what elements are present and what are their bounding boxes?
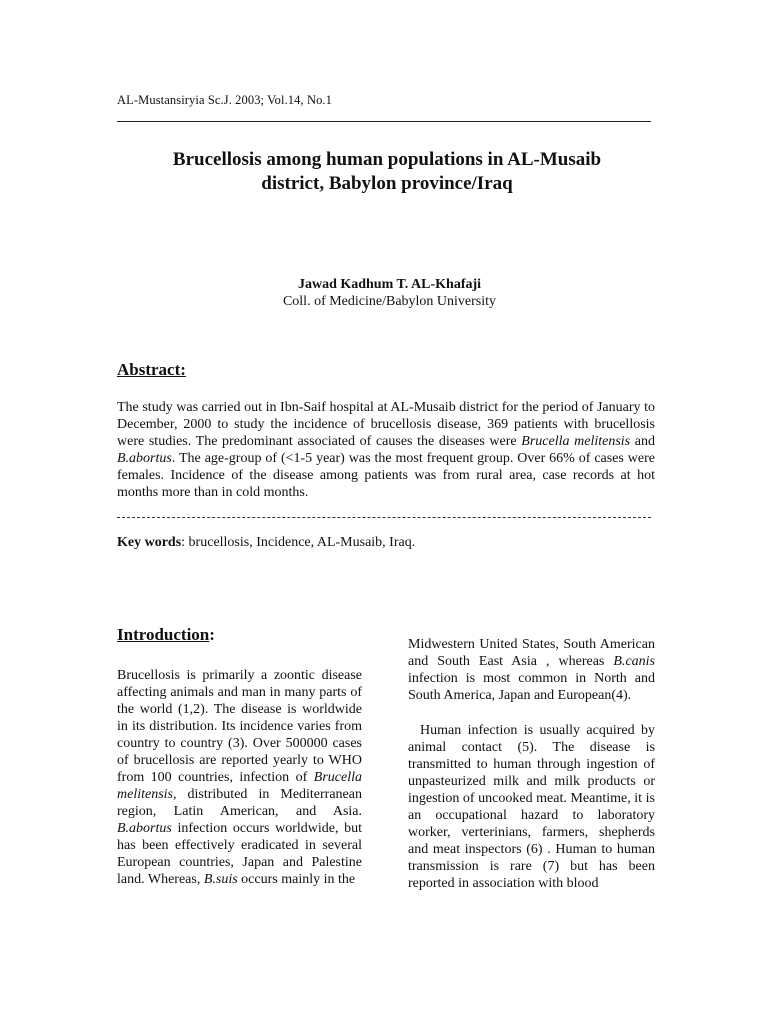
abstract-heading: Abstract: <box>117 360 186 379</box>
intro-text-part: occurs mainly in the <box>237 872 356 887</box>
dashed-separator <box>117 517 651 518</box>
intro-text-part: infection occurs worldwide, but has been effectively eradicated in several European countries, Japan and Palestine land. Whereas, <box>117 821 362 887</box>
keywords-text: : brucellosis, Incidence, AL-Musaib, Iraq. <box>181 535 416 550</box>
intro-species-name: B.canis <box>613 654 655 669</box>
journal-citation: AL-Mustansiryia Sc.J. 2003; Vol.14, No.1 <box>117 93 332 107</box>
introduction-heading-text: Introduction <box>117 625 210 644</box>
intro-species-name: B.abortus <box>117 821 172 836</box>
introduction-paragraph <box>117 667 362 888</box>
keywords-label: Key words <box>117 535 182 550</box>
introduction-left-column <box>117 667 362 888</box>
abstract-text-part: . The age-group of (<1-5 year) was the most frequent group. Over 66% of cases were females. Incidence of the disease among patients was from rural area, case records at hot months more than in cold months. <box>117 451 655 500</box>
introduction-paragraph <box>408 636 655 704</box>
author-name: Jawad Kadhum T. AL-Khafaji <box>297 277 482 292</box>
introduction-paragraph: Human infection is usually acquired by animal contact (5). The disease is transmitted to human through ingestion of unpasteurized milk and milk products or ingestion of uncooked meat. Meantime, it is an occupational hazard to laboratory worker, verterinians, farmers, shepherds and meat inspectors (6) . Human to human transmission is rare (7) but has been reported in association with blood <box>408 723 655 891</box>
abstract-species-name: B.abortus <box>117 451 172 466</box>
abstract-text-part: The study was carried out in Ibn-Saif hospital at AL-Musaib district for the period of January to December, 2000 to study the incidence of brucellosis disease, 369 patients with brucellosis were studies. The predominant associated of causes the diseases were <box>117 400 655 449</box>
abstract-species-name: Brucella melitensis <box>521 434 631 449</box>
keywords-line <box>117 534 415 551</box>
intro-text-part: Midwestern United States, South American and South East Asia , whereas <box>408 637 655 669</box>
intro-text-part: , distributed in Mediterranean region, Latin American, and Asia. <box>117 787 362 819</box>
introduction-right-column <box>408 636 655 892</box>
intro-text-part: infection is most common in North and South America, Japan and European(4). <box>408 671 655 703</box>
abstract-text <box>117 399 655 501</box>
intro-species-name: B.suis <box>203 872 238 887</box>
header-rule <box>117 121 651 122</box>
intro-species-name: Brucella melitensis <box>117 770 362 802</box>
title-line-1: Brucellosis among human populations in AL-Musaib <box>172 149 602 170</box>
introduction-heading <box>117 625 215 645</box>
author-affiliation: Coll. of Medicine/Babylon University <box>282 294 497 309</box>
abstract-text-part: and <box>630 434 656 449</box>
introduction-heading-colon: : <box>209 625 215 644</box>
title-line-2: district, Babylon province/Iraq <box>261 173 513 194</box>
paper-title <box>117 148 657 196</box>
intro-text-part: Brucellosis is primarily a zoontic disease affecting animals and man in many parts of the world (1,2). The disease is worldwide in its distribution. Its incidence varies from country to country (3). Over 500000 cases of brucellosis are reported yearly to WHO from 100 countries, infection of <box>117 668 362 785</box>
